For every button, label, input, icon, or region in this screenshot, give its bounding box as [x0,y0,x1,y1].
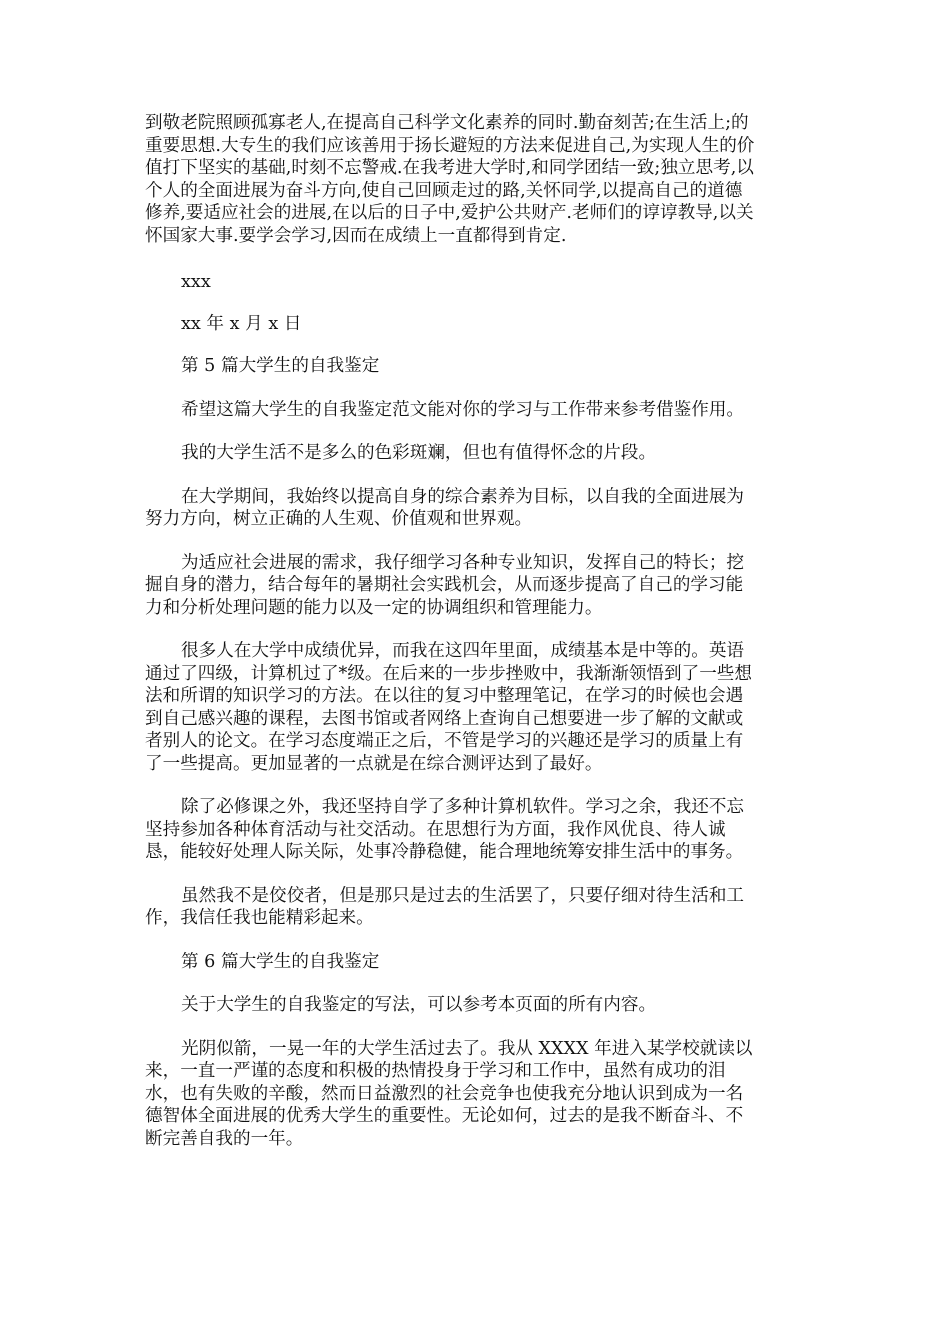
signature [145,271,805,294]
text-line: 为适应社会进展的需求，我仔细学习各种专业知识，发挥自己的特长；挖 [181,552,745,573]
text-line: 除了必修课之外，我还坚持自学了多种计算机软件。学习之余，我还不忘 [181,797,745,817]
text-line: 虽然我不是佼佼者，但是那只是过去的生活罢了，只要仔细对待生活和工 [181,885,745,906]
paragraph-about [145,994,805,1017]
text-line: 力和分析处理问题的能力以及一定的协调组织和管理能力。 [145,597,603,618]
section-heading-5 [145,355,805,378]
text-line: 到敬老院照顾孤寡老人,在提高自己科学文化素养的同时.勤奋刻苦;在生活上;的 [145,113,749,133]
signature-text: xxx [181,272,211,292]
text-line: 坚持参加各种体育活动与社交活动。在思想行为方面，我作风优良、待人诚 [145,819,726,840]
text-line: 在大学期间，我始终以提高自身的综合素养为目标，以自我的全面进展为 [181,486,745,507]
text-line: 作，我信任我也能精彩起来。 [145,908,374,928]
text-line: 很多人在大学中成绩优异，而我在这四年里面，成绩基本是中等的。英语 [181,641,745,661]
text-line: 值打下坚实的基础,时刻不忘警戒.在我考进大学时,和同学团结一致;独立思考,以 [145,158,754,178]
text-line: 个人的全面进展为奋斗方向,使自己回顾走过的路,关怀同学,以提高自己的道德 [145,180,743,201]
paragraph-though [145,885,805,930]
text-line: 法和所谓的知识学习的方法。在以往的复习中整理笔记，在学习的时候也会遇 [145,686,744,706]
text-line: 德智体全面进展的优秀大学生的重要性。无论如何，过去的是我不断奋斗、不 [145,1106,744,1126]
text-line: 来，一直一严谨的态度和积极的热情投身于学习和工作中，虽然有成功的泪 [145,1061,726,1081]
paragraph-grades [145,640,805,775]
text-line: 我的大学生活不是多么的色彩斑斓，但也有值得怀念的片段。 [181,443,657,463]
text-line: 掘自身的潜力，结合每年的暑期社会实践机会，从而逐步提高了自己的学习能 [145,575,744,595]
paragraph-time [145,1038,805,1151]
text-line: 怀国家大事.要学会学习,因而在成绩上一直都得到肯定. [145,225,567,246]
paragraph-besides [145,796,805,864]
text-line: 水，也有失败的辛酸，然而日益激烈的社会竞争也使我充分地认识到成为一名 [145,1083,744,1104]
paragraph-adapt [145,552,805,620]
text-line: 断完善自我的一年。 [145,1128,304,1149]
text-line: 希望这篇大学生的自我鉴定范文能对你的学习与工作带来参考借鉴作用。 [181,399,745,420]
paragraph-life [145,442,805,465]
text-line: 通过了四级，计算机过了*级。在后来的一步步挫败中，我渐渐领悟到了一些想 [145,663,752,684]
document-page [145,112,805,1150]
text-line: 重要思想.大专生的我们应该善用于扬长避短的方法来促进自己,为实现人生的价 [145,135,755,156]
text-line: 了一些提高。更加显著的一点就是在综合测评达到了最好。 [145,753,603,774]
section-heading-6 [145,951,805,974]
text-line: 修养,要适应社会的进展,在以后的日子中,爱护公共财产.老师们的谆谆教导,以关 [145,203,754,223]
date [145,313,805,336]
text-line: 者别人的论文。在学习态度端正之后，不管是学习的兴趣还是学习的质量上有 [145,731,744,751]
date-text: xx 年 x 月 x 日 [181,313,302,334]
heading-text: 第 5 篇大学生的自我鉴定 [181,356,380,376]
text-line: 光阴似箭，一晃一年的大学生活过去了。我从 XXXX 年进入某学校就读以 [181,1038,753,1059]
paragraph-college [145,486,805,531]
paragraph-continued [145,112,805,247]
paragraph-hope [145,399,805,422]
text-line: 关于大学生的自我鉴定的写法，可以参考本页面的所有内容。 [181,995,657,1015]
text-line: 努力方向，树立正确的人生观、价值观和世界观。 [145,509,533,529]
heading-text: 第 6 篇大学生的自我鉴定 [181,951,380,972]
text-line: 到自己感兴趣的课程，去图书馆或者网络上查询自己想要进一步了解的文献或 [145,708,744,729]
text-line: 恳，能较好处理人际关际，处事冷静稳健，能合理地统筹安排生活中的事务。 [145,842,744,862]
